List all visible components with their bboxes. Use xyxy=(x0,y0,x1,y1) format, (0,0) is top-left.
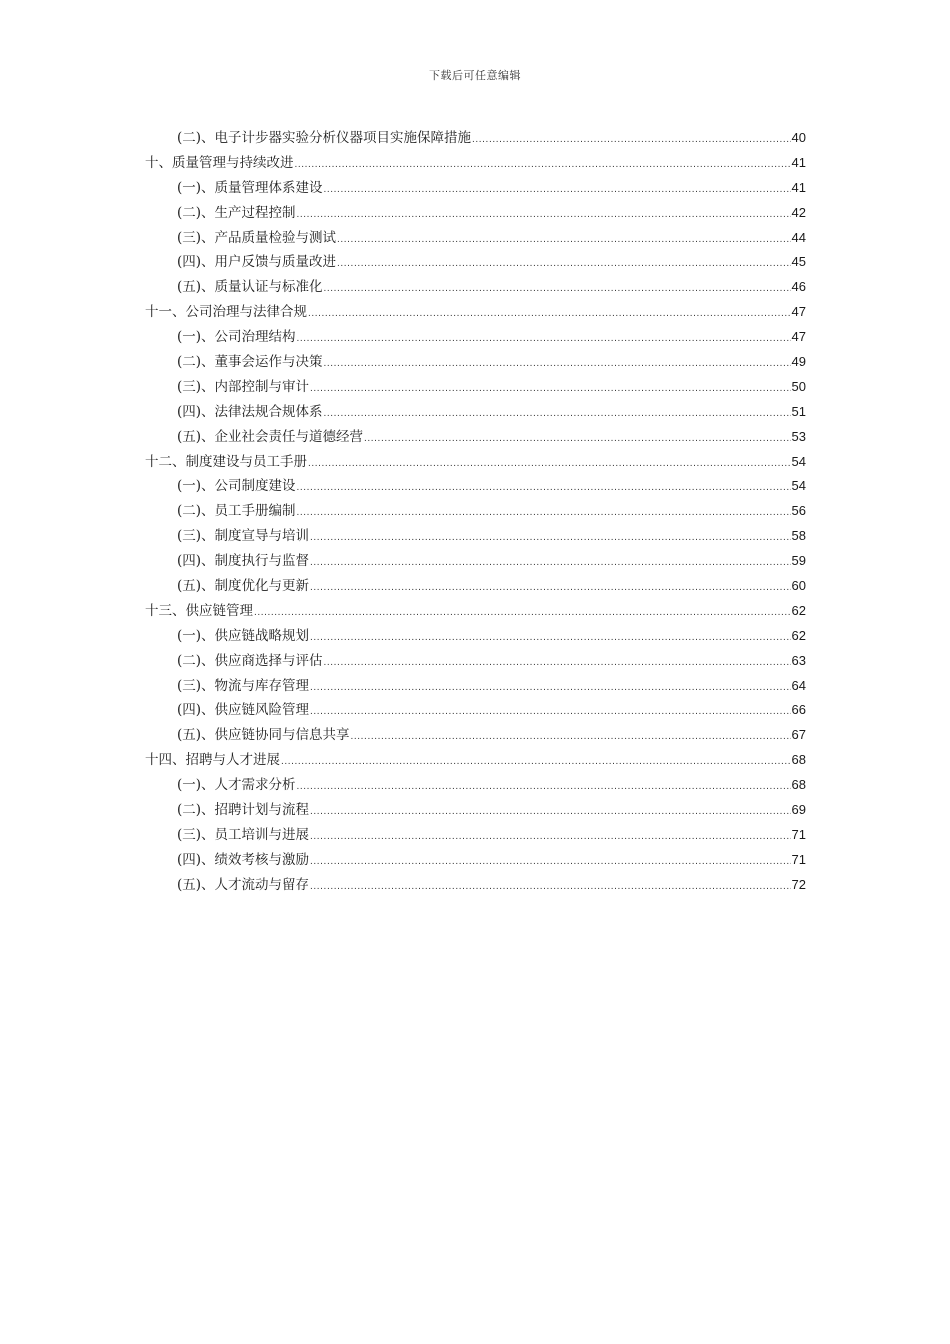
toc-page-number: 67 xyxy=(791,727,806,743)
toc-section-entry[interactable] xyxy=(145,674,806,699)
toc-dot-leader xyxy=(281,750,791,775)
toc-entry-title: (二)、电子计步器实验分析仪器项目实施保障措施 xyxy=(177,130,472,146)
toc-section-entry[interactable] xyxy=(145,524,806,549)
toc-section-entry[interactable] xyxy=(145,275,806,300)
toc-entry-title: (五)、制度优化与更新 xyxy=(177,578,310,595)
toc-entry-title: (五)、人才流动与留存 xyxy=(177,876,310,893)
toc-page-number: 42 xyxy=(791,204,806,220)
toc-entry-title: (三)、制度宣导与培训 xyxy=(177,528,310,545)
toc-dot-leader xyxy=(324,402,791,427)
toc-section-entry[interactable] xyxy=(145,176,806,201)
toc-chapter-entry[interactable] xyxy=(145,300,806,325)
toc-section-entry[interactable] xyxy=(145,723,806,748)
toc-entry-title: 十一、公司治理与法律合规 xyxy=(145,304,307,321)
toc-entry-title: (四)、供应链风险管理 xyxy=(177,702,310,719)
toc-page-number: 62 xyxy=(791,627,806,643)
toc-section-entry[interactable] xyxy=(145,250,806,275)
toc-dot-leader xyxy=(310,800,790,825)
table-of-contents xyxy=(145,126,806,898)
toc-entry-title: (三)、产品质量检验与测试 xyxy=(177,229,337,246)
toc-entry-title: 十三、供应链管理 xyxy=(145,602,253,619)
toc-dot-leader xyxy=(364,427,790,452)
toc-page-number: 40 xyxy=(791,130,806,145)
toc-dot-leader xyxy=(310,700,790,725)
toc-entry-title: 十、质量管理与持续改进 xyxy=(145,154,294,171)
toc-dot-leader xyxy=(337,228,790,253)
toc-section-entry[interactable] xyxy=(145,325,806,350)
toc-section-entry[interactable] xyxy=(145,624,806,649)
toc-entry-title: (五)、供应链协同与信息共享 xyxy=(177,727,350,744)
toc-entry-title: (二)、供应商选择与评估 xyxy=(177,652,323,669)
toc-dot-leader xyxy=(310,526,790,551)
toc-dot-leader xyxy=(297,775,791,800)
toc-entry-title: (二)、董事会运作与决策 xyxy=(177,354,323,371)
toc-section-entry[interactable] xyxy=(145,126,806,151)
toc-section-entry[interactable] xyxy=(145,549,806,574)
toc-entry-title: (五)、企业社会责任与道德经营 xyxy=(177,428,364,445)
toc-page-number: 58 xyxy=(791,528,806,544)
toc-section-entry[interactable] xyxy=(145,574,806,599)
toc-section-entry[interactable] xyxy=(145,798,806,823)
toc-dot-leader xyxy=(310,875,790,900)
toc-page-number: 66 xyxy=(791,702,806,718)
toc-section-entry[interactable] xyxy=(145,823,806,848)
toc-entry-title: (四)、法律法规合规体系 xyxy=(177,403,323,420)
toc-page-number: 56 xyxy=(791,503,806,519)
toc-entry-title: (四)、绩效考核与激励 xyxy=(177,851,310,868)
toc-chapter-entry[interactable] xyxy=(145,151,806,176)
toc-page-number: 68 xyxy=(791,752,806,768)
toc-section-entry[interactable] xyxy=(145,226,806,251)
toc-page-number: 47 xyxy=(791,329,806,345)
toc-dot-leader xyxy=(351,725,791,750)
toc-section-entry[interactable] xyxy=(145,848,806,873)
toc-entry-title: (二)、生产过程控制 xyxy=(177,204,296,221)
toc-page-number: 71 xyxy=(791,826,806,842)
toc-dot-leader xyxy=(310,676,790,701)
toc-dot-leader xyxy=(297,327,791,352)
toc-entry-title: (一)、质量管理体系建设 xyxy=(177,179,323,196)
toc-page-number: 50 xyxy=(791,378,806,394)
toc-chapter-entry[interactable] xyxy=(145,599,806,624)
toc-section-entry[interactable] xyxy=(145,698,806,723)
page-header: 下载后可任意编辑 xyxy=(429,69,521,82)
toc-page-number: 68 xyxy=(791,777,806,793)
toc-dot-leader xyxy=(297,501,791,526)
toc-section-entry[interactable] xyxy=(145,873,806,898)
toc-dot-leader xyxy=(472,128,790,153)
toc-page-number: 53 xyxy=(791,428,806,444)
toc-dot-leader xyxy=(310,377,790,402)
toc-entry-title: 十四、招聘与人才进展 xyxy=(145,752,280,769)
toc-page-number: 41 xyxy=(791,154,806,170)
toc-dot-leader xyxy=(310,825,790,850)
toc-page-number: 54 xyxy=(791,478,806,494)
toc-page-number: 51 xyxy=(791,403,806,419)
toc-page-number: 41 xyxy=(791,179,806,195)
toc-page-number: 71 xyxy=(791,851,806,867)
toc-dot-leader xyxy=(254,601,791,626)
toc-section-entry[interactable] xyxy=(145,375,806,400)
toc-page-number: 72 xyxy=(791,876,806,892)
toc-dot-leader xyxy=(324,651,791,676)
toc-entry-title: (一)、供应链战略规划 xyxy=(177,627,310,644)
toc-page-number: 44 xyxy=(791,229,806,245)
toc-entry-title: (三)、员工培训与进展 xyxy=(177,826,310,843)
toc-dot-leader xyxy=(324,352,791,377)
toc-dot-leader xyxy=(310,576,790,601)
toc-section-entry[interactable] xyxy=(145,474,806,499)
toc-dot-leader xyxy=(337,252,790,277)
toc-chapter-entry[interactable] xyxy=(145,450,806,475)
toc-section-entry[interactable] xyxy=(145,201,806,226)
toc-entry-title: (二)、员工手册编制 xyxy=(177,503,296,520)
toc-entry-title: (二)、招聘计划与流程 xyxy=(177,802,310,819)
toc-dot-leader xyxy=(295,153,791,178)
toc-section-entry[interactable] xyxy=(145,350,806,375)
toc-entry-title: (一)、人才需求分析 xyxy=(177,777,296,794)
toc-dot-leader xyxy=(324,178,791,203)
toc-chapter-entry[interactable] xyxy=(145,748,806,773)
toc-entry-title: (一)、公司制度建设 xyxy=(177,478,296,495)
toc-page-number: 46 xyxy=(791,279,806,295)
toc-page-number: 64 xyxy=(791,677,806,693)
toc-section-entry[interactable] xyxy=(145,499,806,524)
toc-dot-leader xyxy=(310,850,790,875)
toc-dot-leader xyxy=(308,452,791,477)
toc-section-entry[interactable] xyxy=(145,649,806,674)
toc-entry-title: (五)、质量认证与标准化 xyxy=(177,279,323,296)
toc-dot-leader xyxy=(297,476,791,501)
toc-page-number: 62 xyxy=(791,602,806,618)
toc-dot-leader xyxy=(308,302,791,327)
toc-entry-title: (三)、物流与库存管理 xyxy=(177,677,310,694)
toc-entry-title: (一)、公司治理结构 xyxy=(177,329,296,346)
toc-entry-title: 十二、制度建设与员工手册 xyxy=(145,453,307,470)
toc-page-number: 45 xyxy=(791,254,806,270)
toc-section-entry[interactable] xyxy=(145,400,806,425)
toc-section-entry[interactable] xyxy=(145,425,806,450)
toc-page-number: 60 xyxy=(791,578,806,594)
toc-page-number: 59 xyxy=(791,553,806,569)
toc-entry-title: (三)、内部控制与审计 xyxy=(177,378,310,395)
toc-page-number: 69 xyxy=(791,802,806,818)
toc-dot-leader xyxy=(297,203,791,228)
toc-page-number: 49 xyxy=(791,354,806,370)
toc-page-number: 54 xyxy=(791,453,806,469)
toc-entry-title: (四)、用户反馈与质量改进 xyxy=(177,254,337,271)
toc-dot-leader xyxy=(310,626,790,651)
toc-dot-leader xyxy=(324,277,791,302)
toc-entry-title: (四)、制度执行与监督 xyxy=(177,553,310,570)
toc-page-number: 63 xyxy=(791,652,806,668)
toc-page-number: 47 xyxy=(791,304,806,320)
toc-section-entry[interactable] xyxy=(145,773,806,798)
toc-dot-leader xyxy=(310,551,790,576)
